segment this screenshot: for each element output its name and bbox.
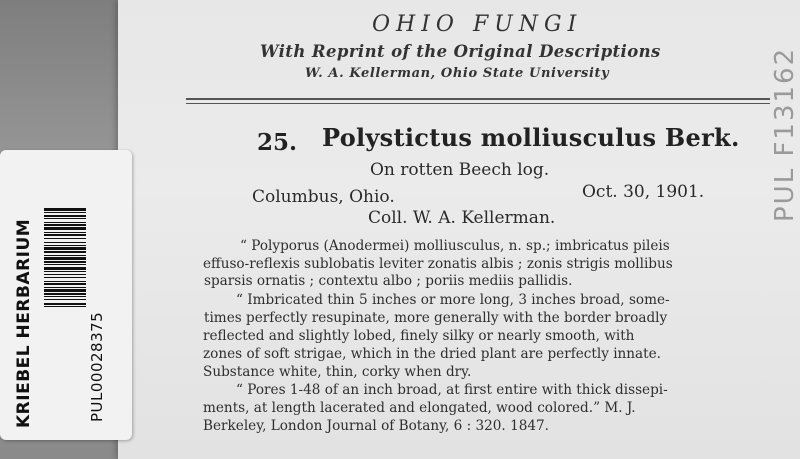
locality: Columbus, Ohio. — [252, 187, 395, 207]
specimen-number: 25. — [257, 129, 298, 156]
description-line: ments, at length lacerated and elongated, wood colored.” M. J. — [203, 400, 636, 416]
barcode-bar — [44, 267, 86, 270]
barcode-bar — [44, 215, 86, 217]
barcode-bar — [44, 242, 86, 243]
barcode-bar — [44, 293, 86, 295]
label-title: OHIO FUNGI — [372, 12, 583, 37]
barcode-bar — [44, 245, 86, 246]
barcode-bar — [44, 296, 86, 297]
barcode-bar — [44, 306, 86, 307]
barcode-bar — [44, 261, 86, 263]
barcode-bar — [44, 299, 86, 300]
barcode-bar — [44, 255, 86, 256]
barcode-bar — [44, 289, 86, 292]
barcode-bar — [44, 251, 86, 253]
collector: Coll. W. A. Kellerman. — [368, 208, 556, 228]
barcode-bar — [44, 274, 86, 275]
header-rule-bottom — [186, 103, 770, 104]
description-line: reflected and slightly lobed, finely silky or nearly smooth, with — [203, 328, 635, 344]
handwritten-catalog-number: PUL F13162 — [770, 46, 800, 222]
description-line: sparsis ornatis ; contextu albo ; poriis mediis pallidis. — [204, 273, 573, 289]
description-line: Substance white, thin, corky when dry. — [203, 364, 472, 380]
barcode-bar — [44, 232, 86, 233]
barcode-label — [0, 150, 132, 440]
barcode-bar — [44, 222, 86, 223]
barcode-bar — [44, 271, 86, 272]
barcode-bar — [44, 281, 86, 282]
barcode-bar — [44, 283, 86, 285]
description-line: “ Polyporus (Anodermei) molliusculus, n. sp.; imbricatus pileis — [240, 238, 670, 254]
barcode-bar — [44, 212, 86, 213]
barcode-bar — [44, 234, 86, 236]
barcode-bars — [44, 208, 86, 434]
description-line: “ Imbricated thin 5 inches or more long, 3 inches broad, some- — [236, 292, 670, 308]
barcode-bar — [44, 224, 86, 226]
herbarium-name: KRIEBEL HERBARIUM — [14, 218, 34, 428]
description-line: times perfectly resupinate, more generally with the border broadly — [204, 310, 668, 326]
barcode-bar — [44, 277, 86, 278]
barcode-bar — [44, 303, 86, 305]
barcode-bar — [44, 287, 86, 288]
barcode-bar — [44, 257, 86, 260]
description-line: Berkeley, London Journal of Botany, 6 : 320. 1847. — [203, 418, 549, 434]
description-line: zones of soft strigae, which in the dried plant are perfectly innate. — [203, 346, 661, 362]
collection-date: Oct. 30, 1901. — [582, 182, 705, 202]
barcode-bar — [44, 247, 86, 250]
barcode-bar — [44, 238, 86, 239]
barcode-bar — [44, 264, 86, 265]
description-line: effuso-reflexis sublobatis leviter zonatis albis ; zonis strigis mollibus — [203, 256, 673, 272]
label-subtitle: With Reprint of the Original Descriptions — [260, 42, 661, 61]
barcode-bar — [44, 227, 86, 230]
label-author: W. A. Kellerman, Ohio State University — [305, 66, 610, 81]
species-name: Polystictus molliusculus Berk. — [322, 123, 740, 152]
substrate: On rotten Beech log. — [370, 160, 550, 180]
barcode-bar — [44, 208, 86, 211]
barcode-number: PUL00028375 — [88, 311, 106, 422]
barcode-bar — [44, 218, 86, 219]
header-rule-top — [186, 98, 770, 100]
description-line: “ Pores 1-48 of an inch broad, at first entire with thick dissepi- — [236, 382, 668, 398]
